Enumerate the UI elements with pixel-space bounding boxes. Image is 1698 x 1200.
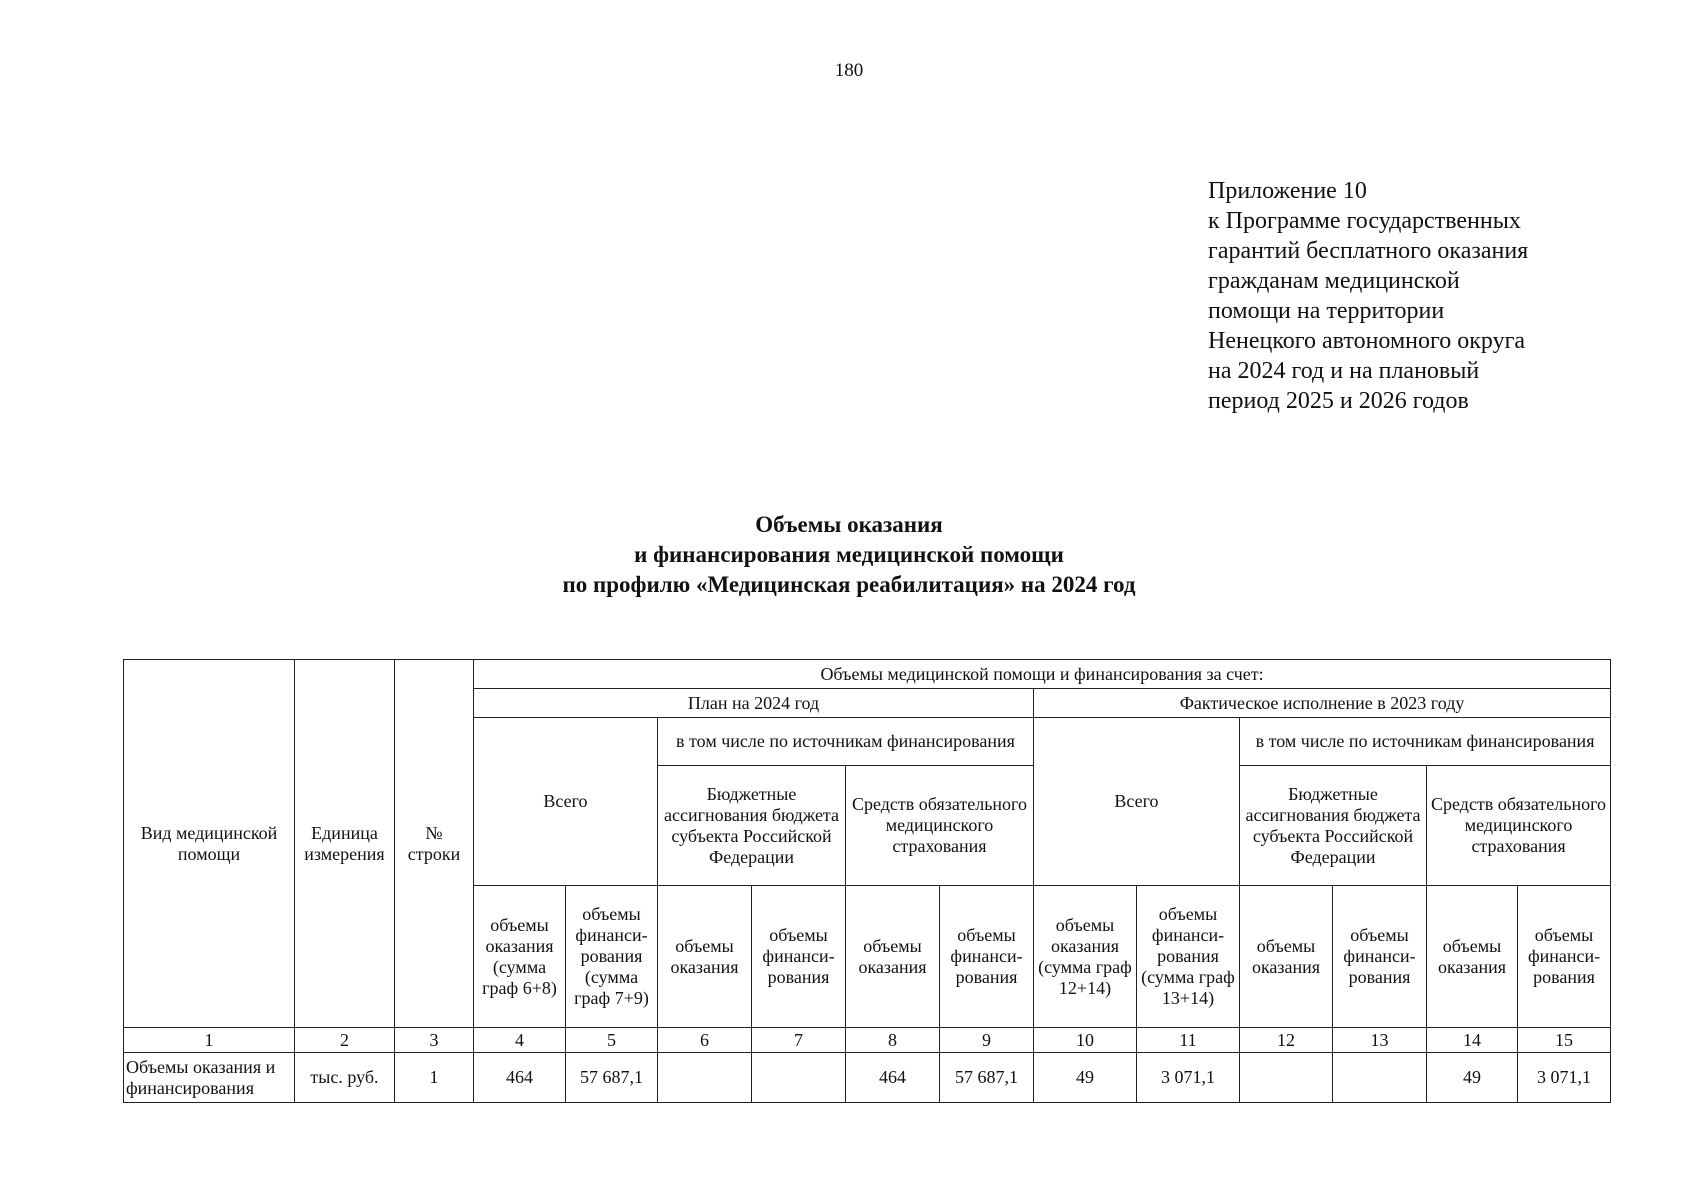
appendix-line: период 2025 и 2026 годов <box>1208 388 1469 414</box>
title-line: по профилю «Медицинская реабилитация» на 2024 год <box>562 572 1136 597</box>
header-col-15: объемы финанси-рования <box>1518 886 1611 1028</box>
header-plan-total: Всего <box>474 718 658 886</box>
row-cell <box>752 1053 846 1103</box>
header-fact-incl: в том числе по источникам финансирования <box>1240 718 1611 766</box>
header-plan-incl: в том числе по источникам финансирования <box>658 718 1034 766</box>
appendix-line: гражданам медицинской <box>1208 268 1460 294</box>
row-cell: 49 <box>1427 1053 1518 1103</box>
col-number: 9 <box>940 1028 1034 1053</box>
row-cell: 57 687,1 <box>566 1053 658 1103</box>
header-unit: Единица измерения <box>295 660 395 1028</box>
appendix-line: на 2024 год и на плановый <box>1208 358 1480 384</box>
row-cell: 464 <box>474 1053 566 1103</box>
title-line: и финансирования медицинской помощи <box>634 542 1064 567</box>
title-line: Объемы оказания <box>755 512 943 537</box>
header-col-4: объемы оказания (сумма граф 6+8) <box>474 886 566 1028</box>
header-fact: Фактическое исполнение в 2023 году <box>1034 689 1611 718</box>
row-cell <box>1333 1053 1427 1103</box>
col-number: 7 <box>752 1028 846 1053</box>
header-row-number: № строки <box>395 660 474 1028</box>
header-fact-total: Всего <box>1034 718 1240 886</box>
col-number: 2 <box>295 1028 395 1053</box>
document-title <box>0 510 1698 600</box>
col-number: 14 <box>1427 1028 1518 1053</box>
row-cell: 57 687,1 <box>940 1053 1034 1103</box>
col-number: 3 <box>395 1028 474 1053</box>
row-unit: тыс. руб. <box>295 1053 395 1103</box>
header-col-10: объемы оказания (сумма граф 12+14) <box>1034 886 1137 1028</box>
page-number: 180 <box>834 60 864 81</box>
header-col-8: объемы оказания <box>846 886 940 1028</box>
appendix-line: помощи на территории <box>1208 298 1445 324</box>
row-cell <box>1240 1053 1333 1103</box>
header-col-11: объемы финанси-рования (сумма граф 13+14) <box>1137 886 1240 1028</box>
col-number: 4 <box>474 1028 566 1053</box>
table-row <box>124 1053 1611 1103</box>
header-col-12: объемы оказания <box>1240 886 1333 1028</box>
col-number: 13 <box>1333 1028 1427 1053</box>
col-number: 15 <box>1518 1028 1611 1053</box>
header-col-9: объемы финанси-рования <box>940 886 1034 1028</box>
row-cell: 3 071,1 <box>1137 1053 1240 1103</box>
header-col-7: объемы финанси-рования <box>752 886 846 1028</box>
header-plan-oms: Средств обязательного медицинского страхования <box>846 766 1034 886</box>
col-number: 5 <box>566 1028 658 1053</box>
col-number: 6 <box>658 1028 752 1053</box>
header-col-6: объемы оказания <box>658 886 752 1028</box>
col-number: 1 <box>124 1028 295 1053</box>
column-numbers-row <box>124 1028 1611 1053</box>
header-fact-budget: Бюджетные ассигнования бюджета субъекта Российской Федерации <box>1240 766 1427 886</box>
header-fact-oms: Средств обязательного медицинского страхования <box>1427 766 1611 886</box>
row-type: Объемы оказания и финансирования <box>124 1053 295 1103</box>
appendix-line: Приложение 10 <box>1208 178 1367 204</box>
header-col-13: объемы финанси-рования <box>1333 886 1427 1028</box>
appendix-line: гарантий бесплатного оказания <box>1208 238 1529 264</box>
header-sources: Объемы медицинской помощи и финансирования за счет: <box>474 660 1611 689</box>
appendix-line: к Программе государственных <box>1208 208 1521 234</box>
col-number: 10 <box>1034 1028 1137 1053</box>
header-type: Вид медицинской помощи <box>124 660 295 1028</box>
volumes-table <box>123 659 1611 1103</box>
col-number: 8 <box>846 1028 940 1053</box>
header-col-14: объемы оказания <box>1427 886 1518 1028</box>
row-cell <box>658 1053 752 1103</box>
appendix-note <box>1208 176 1668 416</box>
row-number: 1 <box>395 1053 474 1103</box>
header-plan-budget: Бюджетные ассигнования бюджета субъекта Российской Федерации <box>658 766 846 886</box>
header-col-5: объемы финанси-рования (сумма граф 7+9) <box>566 886 658 1028</box>
appendix-line: Ненецкого автономного округа <box>1208 328 1526 354</box>
row-cell: 49 <box>1034 1053 1137 1103</box>
col-number: 11 <box>1137 1028 1240 1053</box>
row-cell: 3 071,1 <box>1518 1053 1611 1103</box>
row-cell: 464 <box>846 1053 940 1103</box>
header-plan: План на 2024 год <box>474 689 1034 718</box>
col-number: 12 <box>1240 1028 1333 1053</box>
